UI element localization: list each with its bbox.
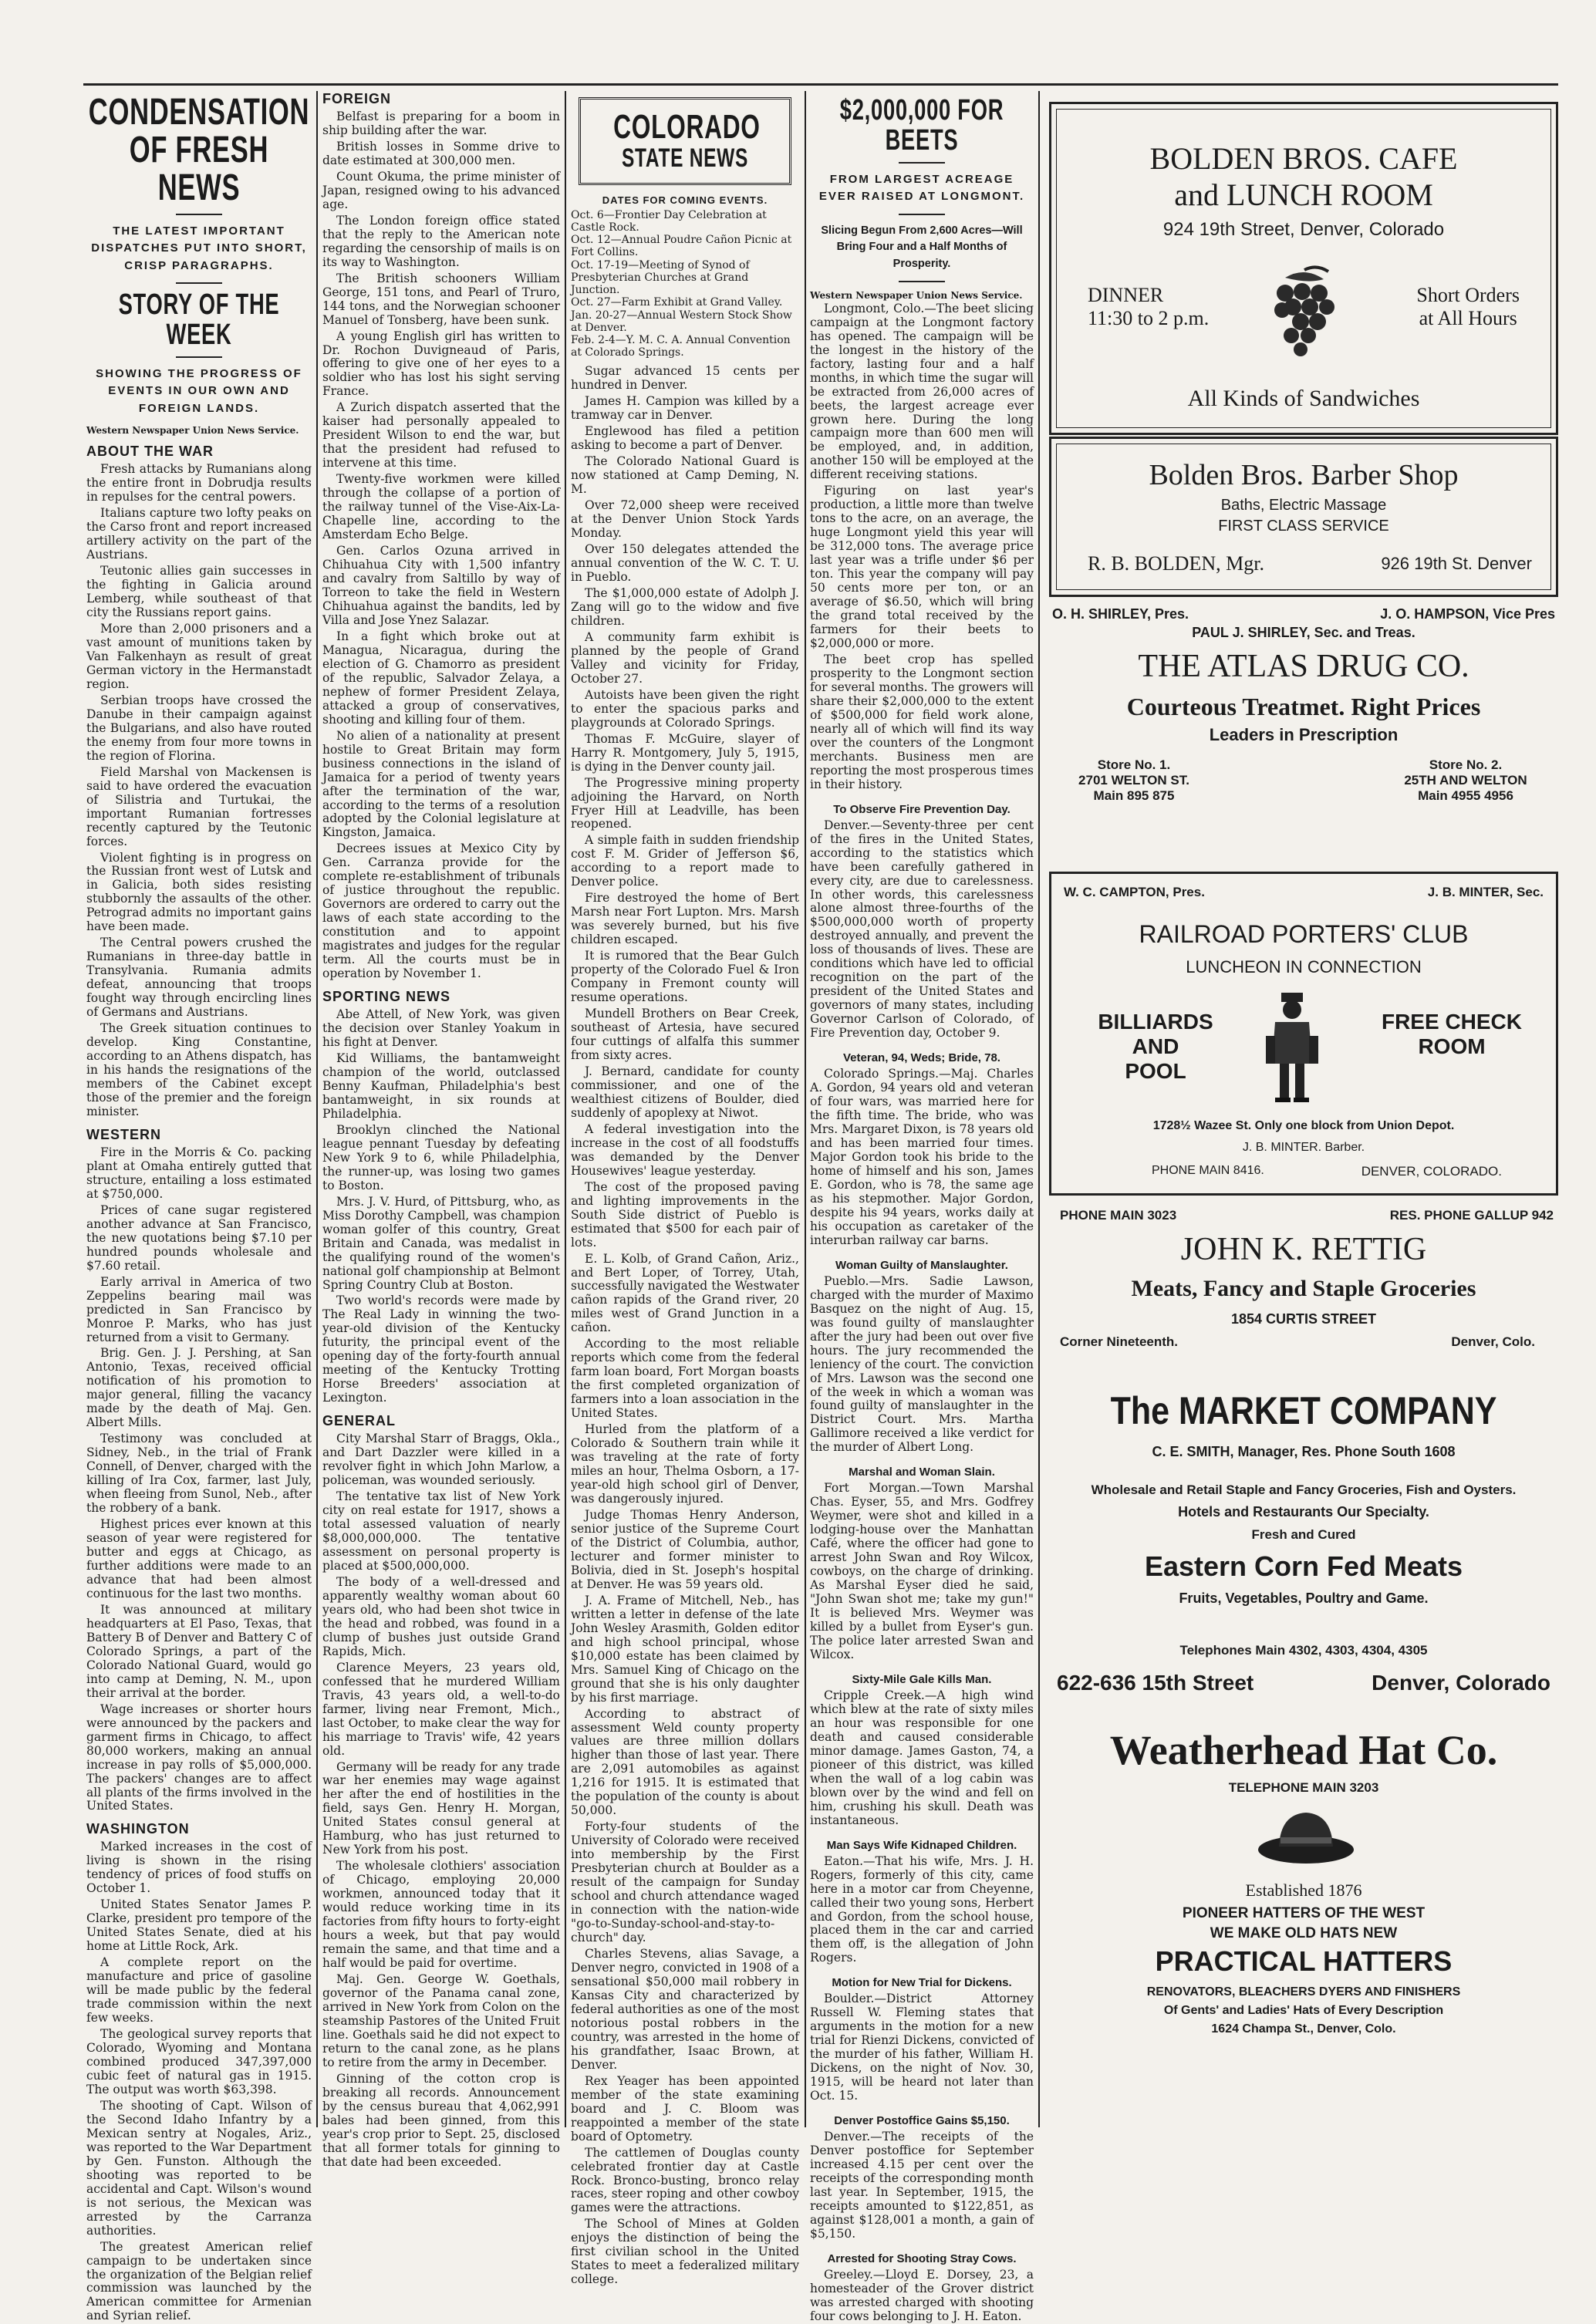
ad-bolden-barber xyxy=(1049,437,1558,597)
news-paragraph: Decrees issues at Mexico City by Gen. Carranza provide for the complete re-establishment of tribunals of justice throughout the republic. Governors are ordered to carry out the laws of each state according to the constitution and to appoint magistrates and judges for the regular term. All the courts must be in operation by November 1. xyxy=(322,842,560,981)
story-paragraph: Denver.—The receipts of the Denver postoffice for September increased 4.15 per cent over the receipts of the corresponding month last year. In September, 1915, the receipts amounted to $122,851, as against $128,001 a month, a gain of $5,150. xyxy=(810,2130,1034,2241)
news-paragraph: The geological survey reports that Colorado, Wyoming and Montana combined produced 347,397,000 cubic feet of natural gas in 1915. The output was worth $63,398. xyxy=(86,2027,312,2096)
news-paragraph: The cost of the proposed paving and lighting improvements in the South Side district of Pueblo is estimated that $500 for each pair of lots. xyxy=(571,1179,799,1250)
news-paragraph: Longmont, Colo.—The beet slicing campaign at the Longmont factory has opened. The campaign will be the longest in the history of the factory, lasting four and a half months, in which time the sugar will be extracted from 26,000 acres of beets, the largest acreage ever grown here. During the long campaign more than 600 men will be employed, and, in addition, another 150 will be employed at the different receiving stations. xyxy=(810,301,1034,482)
check-label: FREE CHECK xyxy=(1381,1010,1522,1034)
section-heading: WASHINGTON xyxy=(86,1821,190,1837)
cafe-name-2: and LUNCH ROOM xyxy=(1174,177,1433,212)
cafe-short-orders xyxy=(1416,284,1520,330)
divider xyxy=(176,214,222,215)
news-paragraph: Judge Thomas Henry Anderson, senior justice of the Supreme Court of the District of Columbia, author, lecturer and former minister to Bolivia, died in St. Joseph's hospital at Denver. He was 59 years old. xyxy=(571,1507,799,1591)
news-paragraph: A complete report on the manufacture and price of gasoline will be made public by the federal trade commission within the next few weeks. xyxy=(86,1955,312,2025)
news-paragraph: It is rumored that the Bear Gulch property of the Colorado Fuel & Iron Company in Fremont county will resume operations. xyxy=(571,949,799,1005)
news-paragraph: The Central powers crushed the Rumanians in three-day battle in Transylvania. Rumania admits defeat, announcing that troops fought way through encircling lines of Germans and Austrians. xyxy=(86,936,312,1020)
headline-beets: $2,000,000 FOR BEETS xyxy=(839,94,1004,157)
section-body xyxy=(322,110,560,981)
news-paragraph: Maj. Gen. George W. Goethals, governor of the Panama canal zone, arrived in New York from Colon on the steamship Pastores of the United Fruit line. Goethals said he did not expect to return to the canal zone, as he plans to retire from the army in December. xyxy=(322,1972,560,2069)
market-telephones: Telephones Main 4302, 4303, 4304, 4305 xyxy=(1179,1643,1428,1658)
news-paragraph: Over 150 delegates attended the annual convention of the W. C. T. U. in Pueblo. xyxy=(571,542,799,584)
news-paragraph: J. A. Frame of Mitchell, Neb., has written a letter in defense of the late John Wesley Arasmith, Golden editor and high school principal, whose $10,000 estate has been claimed by Mrs. Samuel King of Chicago on the ground that she is his only daughter by his first marriage. xyxy=(571,1593,799,1705)
news-paragraph: Fire destroyed the home of Bert Marsh near Fort Lupton. Mrs. Marsh was severely burned, but his five children escaped. xyxy=(571,891,799,947)
news-paragraph: Charles Stevens, alias Savage, a Denver negro, convicted in 1908 of a sensational $50,000 mail robbery in Kansas City and characterized by federal authorities as one of the most notorious postal robbers in the country, was arrested in the home of his grandfather, Isaac Brown, at Denver. xyxy=(571,1947,799,2072)
hat-line-5: Of Gents' and Ladies' Hats of Every Description xyxy=(1163,2004,1444,2017)
news-paragraph: The shooting of Capt. Wilson of the Second Idaho Infantry by a Mexican sentry at Nogales, Ariz., was reported to the War Department by Gen. Funston. Although the shooting was reported to be accidental and Capt. Wilson's wound is not serious, the Mexican was arrested by the Carranza authorities. xyxy=(86,2098,312,2238)
billiards-label: BILLIARDS AND xyxy=(1098,1010,1213,1058)
ad-weatherhead-hat xyxy=(1049,1726,1558,2127)
colorado-state-news-box xyxy=(579,97,791,185)
column-3 xyxy=(571,91,799,2287)
drug-store-2 xyxy=(1381,757,1550,804)
wire-credit: Western Newspaper Union News Service. xyxy=(86,425,299,437)
news-paragraph: City Marshal Starr of Braggs, Okla., and Dart Dazzler were killed in a revolver fight in which John Marlow, a policeman, was wounded seriously. xyxy=(322,1432,560,1488)
news-paragraph: E. L. Kolb, of Grand Cañon, Ariz., and Bert Loper, of Torrey, Utah, successfully navigated the Westwater cañon rapids of the Grand river, 20 miles west of Grand Junction in a cañon. xyxy=(571,1251,799,1335)
story-heading: Denver Postoffice Gains $5,150. xyxy=(834,2114,1010,2128)
store-1-address: 2701 WELTON ST. xyxy=(1078,773,1189,788)
porters-billiards xyxy=(1075,1010,1237,1084)
news-paragraph: No alien of a nationality at present hostile to Great Britain may form business connections in the island of Jamaica for a period of twenty years after the termination of the war, according to the terms of a resolution adopted by the Colonial legislature at Kingston, Jamaica. xyxy=(322,728,560,840)
rettig-tagline: Meats, Fancy and Staple Groceries xyxy=(1131,1276,1476,1301)
deck: SHOWING THE PROGRESS OF EVENTS IN OUR OWN AND FOREIGN LANDS. xyxy=(96,366,302,415)
wire-credit: Western Newspaper Union News Service. xyxy=(810,289,1023,301)
hat-line-6: 1624 Champa St., Denver, Colo. xyxy=(1211,2022,1396,2036)
news-paragraph: The cattlemen of Douglas county celebrated frontier day at Castle Rock. Bronco-busting, bronco relay races, steer roping and other cowboy games were the attractions. xyxy=(571,2145,799,2215)
news-paragraph: Englewood has filed a petition asking to become a part of Denver. xyxy=(571,424,799,453)
divider xyxy=(899,162,945,164)
news-paragraph: Ginning of the cotton crop is breaking all records. Announcement by the census bureau that 4,062,991 bales had been ginned, from this year's crop prior to Sept. 25, disclosed that all former totals for ginning to that date had been exceeded. xyxy=(322,2071,560,2169)
news-paragraph: Sugar advanced 15 cents per hundred in Denver. xyxy=(571,364,799,393)
divider xyxy=(899,214,945,215)
grapes-icon xyxy=(1262,262,1347,370)
market-city: Denver, Colorado xyxy=(1372,1671,1550,1695)
story-heading: Marshal and Woman Slain. xyxy=(849,1466,995,1479)
event-date: Oct. 6—Frontier Day Celebration at Castle Rock. xyxy=(571,208,767,234)
porters-name: RAILROAD PORTERS' CLUB xyxy=(1139,920,1469,948)
story-paragraph: Boulder.—District Attorney Russell W. Fleming states that arguments in the motion for a new trial for Rienzi Dickens, convicted of the murder of his father, William H. Dickens, on the night of Nov. 30, 1915, will be heard not later than Oct. 15. xyxy=(810,1992,1034,2103)
news-paragraph: The wholesale clothiers' association of Chicago, employing 20,000 workmen, announced today that it would reduce working time in its factories from fifty hours to forty-eight hours a week, but that pay would remain the same, and that time and a half would be paid for overtime. xyxy=(322,1859,560,1971)
market-line-4: Eastern Corn Fed Meats xyxy=(1144,1550,1463,1582)
news-paragraph: Gen. Carlos Ozuna arrived in Chihuahua City with 1,500 infantry and cavalry from Saltillo by way of Torreon to take the field in Western Chihuahua against the bandits, led by Villa and Jose Ynez Salazar. xyxy=(322,544,560,627)
rettig-address: 1854 CURTIS STREET xyxy=(1230,1311,1377,1327)
news-paragraph: British losses in Somme drive to date estimated at 300,000 men. xyxy=(322,139,560,167)
section-heading: ABOUT THE WAR xyxy=(86,444,214,460)
coming-events-list xyxy=(571,209,799,359)
news-paragraph: Autoists have been given the right to enter the spacious parks and playgrounds at Colorado Springs. xyxy=(571,687,799,730)
news-paragraph: United States Senator James P. Clarke, president pro tempore of the United States Senate, died at his home at Little Rock, Ark. xyxy=(86,1897,312,1954)
hat-icon xyxy=(1256,1806,1356,1867)
drug-tagline: Courteous Treatmet. Right Prices xyxy=(1126,693,1481,720)
divider xyxy=(899,281,945,282)
porters-phone: PHONE MAIN 8416. xyxy=(1152,1164,1264,1177)
drug-vice-president: J. O. HAMPSON, Vice Pres xyxy=(1380,606,1555,622)
news-paragraph: The Colorado National Guard is now stationed at Camp Deming, N. M. xyxy=(571,454,799,497)
porters-address: 1728½ Wazee St. Only one block from Union Depot. xyxy=(1152,1119,1455,1132)
hat-name: Weatherhead Hat Co. xyxy=(1109,1727,1498,1773)
news-paragraph: The Progressive mining property adjoining the Harvard, on North Fryer Hill at Leadville, has been reopened. xyxy=(571,775,799,831)
story-paragraph: Fort Morgan.—Town Marshal Chas. Eyser, 55, and Mrs. Godfrey Weymer, were shot and killed in a lodging-house over the Manhattan Café, where the officer had gone to arrest John Swan and Roy Wilcox, cowboys, on the charge of drinking. As Marshal Eyser died he said, "John Swan shot me; take my gun!" It is believed Mrs. Weymer was killed by a bullet from Eyser's gun. The police later arrested Swan and Wilcox. xyxy=(810,1481,1034,1661)
hat-telephone: TELEPHONE MAIN 3203 xyxy=(1228,1780,1379,1795)
news-paragraph: Clarence Meyers, 23 years old, confessed that he murdered William Travis, 43 years old, a well-to-do farmer, living near Fremont, Mich., last October, to make clear the way for his marriage to Travis' wife, 42 years old. xyxy=(322,1660,560,1758)
cafe-short-label: Short Orders xyxy=(1416,284,1520,306)
coming-events-heading: DATES FOR COMING EVENTS. xyxy=(602,194,768,206)
news-paragraph: Over 72,000 sheep were received at the Denver Union Stock Yards Monday. xyxy=(571,498,799,541)
column-2 xyxy=(322,91,560,2169)
news-paragraph: Thomas F. McGuire, slayer of Harry R. Montgomery, July 5, 1915, is dying in the Denver county jail. xyxy=(571,731,799,774)
event-date: Oct. 17-19—Meeting of Synod of Presbyterian Churches at Grand Junction. xyxy=(571,258,750,297)
story-heading: To Observe Fire Prevention Day. xyxy=(833,802,1011,816)
section-heading: SPORTING NEWS xyxy=(322,989,451,1005)
hat-line-3: PRACTICAL HATTERS xyxy=(1155,1945,1453,1977)
news-paragraph: Mrs. J. V. Hurd, of Pittsburg, who, as Miss Dorothy Campbell, was champion woman golfer of this country, Great Britain and Canada, was medalist in the qualifying round of the women's national golf championship at Belmont Spring Country Club at Boston. xyxy=(322,1194,560,1292)
news-paragraph: The $1,000,000 estate of Adolph J. Zang will go to the widow and five children. xyxy=(571,585,799,628)
ad-market-company xyxy=(1049,1388,1558,1743)
news-paragraph: Early arrival in America of two Zeppelins bearing mail was predicted in San Francisco by Monroe P. Marks, who has just returned from a visit to Germany. xyxy=(86,1274,312,1344)
news-paragraph: Mundell Brothers on Bear Creek, southeast of Artesia, have secured four cuttings of alfalfa this summer from sixty acres. xyxy=(571,1007,799,1062)
news-paragraph: Teutonic allies gain successes in the fighting in Galicia around Lemberg, while southeast of that city the Russians report gains. xyxy=(86,564,312,620)
drug-tagline-2: Leaders in Prescription xyxy=(1209,725,1399,744)
news-paragraph: Wage increases or shorter hours were announced by the packers and garment firms in Chicago, to affect 80,000 workers, making an annual increase in pay rolls of $5,000,000. The packers' changes are to affect all plants of the firms involved in the United States. xyxy=(86,1702,312,1813)
deck: FROM LARGEST ACREAGE EVER RAISED AT LONGMONT. xyxy=(818,172,1025,203)
news-paragraph: Belfast is preparing for a boom in ship building after the war. xyxy=(322,110,560,137)
story-paragraph: Denver.—Seventy-three per cent of the fires in the United States, according to the statistics which have been carefully gathered in every city, are due to carelessness. In other words, this carelessness alone almost three-fourths of the $500,000,000 worth of property destroyed annually, and prevent the loss of thousands of lives. These are conditions which have led to official recognition on the part of the president of the United States and governors of many states, including Governor Carlson of Colorado, of Fire Prevention day, October 9. xyxy=(810,818,1034,1041)
cafe-name: BOLDEN BROS. CAFE xyxy=(1149,141,1458,176)
news-paragraph: The greatest American relief campaign to be undertaken since the organization of the Belgian relief commission was launched by the American committee for Armenian and Syrian relief. xyxy=(86,2239,312,2323)
cafe-dinner-hours: 11:30 to 2 p.m. xyxy=(1088,307,1210,329)
barber-name: Bolden Bros. Barber Shop xyxy=(1149,459,1459,491)
section-body xyxy=(86,463,312,1119)
section-heading: GENERAL xyxy=(322,1413,396,1429)
hat-line-4: RENOVATORS, BLEACHERS DYERS AND FINISHERS xyxy=(1146,1985,1461,1999)
news-paragraph: The beet crop has spelled prosperity to the Longmont section for several months. The growers will share their $2,000,000 to the extent of $500,000 for field work alone, nearly all of which will find its way over the counters of the Longmont merchants. Business men are reporting the most prosperous times in their history. xyxy=(810,652,1034,791)
hat-established: Established 1876 xyxy=(1245,1880,1362,1900)
news-paragraph: The British schooners William George, 151 tons, and Pearl of Truro, 144 tons, and the Norwegian schooner Manuel of Tonsberg, have been sunk. xyxy=(322,271,560,327)
news-paragraph: Brooklyn clinched the National league pennant Tuesday by defeating New York 9 to 6, while Philadelphia, the runner-up, was losing two games to Boston. xyxy=(322,1122,560,1192)
event-date: Feb. 2-4—Y. M. C. A. Annual Convention at Colorado Springs. xyxy=(571,333,791,359)
rettig-name: JOHN K. RETTIG xyxy=(1180,1232,1427,1267)
section-body xyxy=(322,1008,560,1405)
news-paragraph: A simple faith in sudden friendship cost F. M. Grider of Jefferson $6, according to a report made to Denver police. xyxy=(571,833,799,889)
market-address: 622-636 15th Street xyxy=(1057,1671,1254,1695)
section-body xyxy=(810,302,1034,792)
divider xyxy=(176,356,222,358)
barber-services: Baths, Electric Massage xyxy=(1220,497,1387,514)
news-paragraph: The tentative tax list of New York city on real estate for 1917, shows a total assessed valuation of nearly $8,000,000,000. The tentative assessment on personal property is placed at $500,000,000. xyxy=(322,1489,560,1573)
headline-story-of-the-week: STORY OF THE WEEK xyxy=(118,288,280,352)
story-paragraph: Colorado Springs.—Maj. Charles A. Gordon, 94 years old and veteran of four wars, was married here for the fifth time. The bride, who was Mrs. Margaret Dixon, is 78 years old and has been married four times. Major Gordon took his bride to the home of himself and his son, James E. Gordon, who is 78, the same age as his stepmother. Major Gordon, despite his 94 years, works daily at his occupation as caretaker of the interurban railway car barns. xyxy=(810,1067,1034,1247)
news-paragraph: The Greek situation continues to develop. King Constantine, according to an Athens dispatch, has in his hands the resignations of the members of the Cabinet except those of the premier and the foreign minister. xyxy=(86,1021,312,1118)
news-paragraph: Testimony was concluded at Sidney, Neb., in the trial of Frank Connell, of Denver, charged with the killing of Ira Cox, farmer, last July, when fleeing from Sunol, Neb., after the robbery of a bank. xyxy=(86,1432,312,1516)
barber-manager: R. B. BOLDEN, Mgr. xyxy=(1088,552,1264,575)
ad-bolden-cafe xyxy=(1049,102,1558,435)
store-2-address: 25TH AND WELTON xyxy=(1404,773,1527,788)
market-manager: C. E. SMITH, Manager, Res. Phone South 1608 xyxy=(1152,1444,1456,1459)
top-rule xyxy=(83,83,1558,86)
column-4 xyxy=(810,91,1034,2323)
store-1-phone: Main 895 875 xyxy=(1093,788,1175,803)
market-line-1: Wholesale and Retail Staple and Fancy Groceries, Fish and Oysters. xyxy=(1091,1482,1517,1497)
news-paragraph: The body of a well-dressed and apparently wealthy woman about 60 years old, who had been shot twice in the head and robbed, was found in a clump of bushes just outside Grand Rapids, Mich. xyxy=(322,1574,560,1658)
porters-president: W. C. CAMPTON, Pres. xyxy=(1064,885,1205,899)
news-paragraph: Figuring on last year's production, a little more than twelve tons to the acre, on an average, the huge Longmont yield this year will be 312,000 tons. The average price last year was a trifle under $6 per ton. This year the company will pay 50 cents more per ton, or an average of $6.50, which will bring the grand total received by the farmers for their beets to $2,000,000 or more. xyxy=(810,484,1034,650)
store-1-label: Store No. 1. xyxy=(1097,757,1171,772)
story-heading: Motion for New Trial for Dickens. xyxy=(832,1976,1012,1990)
news-paragraph: The School of Mines at Golden enjoys the distinction of being the first civilian school in the United States to meet a federalized military college. xyxy=(571,2217,799,2287)
event-date: Oct. 12—Annual Poudre Cañon Picnic at Fort Collins. xyxy=(571,234,792,259)
rettig-corner: Corner Nineteenth. xyxy=(1060,1334,1179,1349)
column-rule xyxy=(1038,91,1040,2127)
divider xyxy=(176,282,222,284)
pool-label: POOL xyxy=(1125,1059,1186,1083)
porters-city: DENVER, COLORADO. xyxy=(1361,1164,1502,1179)
hat-line-1: PIONEER HATTERS OF THE WEST xyxy=(1182,1905,1426,1921)
store-2-label: Store No. 2. xyxy=(1429,757,1503,772)
cafe-dinner-label: DINNER xyxy=(1088,284,1164,306)
news-paragraph: In a fight which broke out at Managua, Nicaragua, during the election of G. Chamorro as president of the republic, Salvador Zelaya, a nephew of former President Zelaya, attacked a group of conservatives, shooting and killing four of them. xyxy=(322,629,560,727)
porters-sub: LUNCHEON IN CONNECTION xyxy=(1186,957,1422,976)
drug-secretary: PAUL J. SHIRLEY, Sec. and Treas. xyxy=(1192,625,1415,640)
news-paragraph: Marked increases in the cost of living is shown in the rising tendency of prices of food stuffs on October 1. xyxy=(86,1840,312,1896)
news-paragraph: According to abstract of assessment Weld county property values are three million dollars higher than those of last year. There are 2,091 automobiles as against 1,216 for 1915. It is estimated that the population of the county is about 50,000. xyxy=(571,1706,799,1818)
cafe-address: 924 19th Street, Denver, Colorado xyxy=(1162,219,1445,240)
event-date: Oct. 27—Farm Exhibit at Grand Valley. xyxy=(571,296,783,309)
drug-name: THE ATLAS DRUG CO. xyxy=(1138,649,1469,684)
cafe-dinner xyxy=(1088,284,1209,330)
market-line-5: Fruits, Vegetables, Poultry and Game. xyxy=(1179,1590,1429,1606)
news-paragraph: Highest prices ever known at this season of year were registered for butter and eggs at Chicago, as further additions were made to an advance that had been almost continuous for the last two months. xyxy=(86,1517,312,1600)
news-paragraph: Violent fighting is in progress on the Russian front west of Lutsk and in Galicia, both sides resisting stubbornly the assaults of the other. Petrograd admits no important gains have been made. xyxy=(86,850,312,934)
rettig-phone: PHONE MAIN 3023 xyxy=(1060,1208,1177,1223)
drug-store-1 xyxy=(1057,757,1211,804)
story-paragraph: Cripple Creek.—A high wind which blew at the rate of sixty miles an hour was responsible for one death and caused considerable minor damage. James Gaston, 74, a pioneer of this district, was killed when the wall of a log cabin was blown over by the wind and fell on him, crushing his skull. Death was instantaneous. xyxy=(810,1688,1034,1827)
news-paragraph: Fresh attacks by Rumanians along the entire front in Dobrudja results in repulses for the central powers. xyxy=(86,462,312,504)
drug-president: O. H. SHIRLEY, Pres. xyxy=(1052,606,1189,622)
porter-figure-icon xyxy=(1254,990,1331,1105)
story-heading: Woman Guilty of Manslaughter. xyxy=(835,1258,1008,1272)
section-body xyxy=(86,1146,312,1814)
news-paragraph: Count Okuma, the prime minister of Japan, resigned owing to his advanced age. xyxy=(322,169,560,211)
box-title: STATE NEWS xyxy=(621,143,749,173)
cafe-sandwiches: All Kinds of Sandwiches xyxy=(1187,386,1420,411)
section-body xyxy=(322,1432,560,2169)
news-paragraph: A community farm exhibit is planned by the people of Grand Valley and vicinity for Friday, October 27. xyxy=(571,629,799,686)
news-paragraph: Kid Williams, the bantamweight champion of the world, outclassed Benny Kaufman, Philadelphia's best bantamweight, in six rounds at Philadelphia. xyxy=(322,1051,560,1121)
store-2-phone: Main 4955 4956 xyxy=(1418,788,1513,803)
news-paragraph: Two world's records were made by The Real Lady in winning the two-year-old division of the Kentucky futurity, the principal event of the opening day of the forty-fourth annual meeting of the Kentucky Trotting Horse Breeders' association at Lexington. xyxy=(322,1294,560,1405)
news-paragraph: Serbian troops have crossed the Danube in their campaign against the Bulgarians, and also have routed the enemy from four more towns in the region of Florina. xyxy=(86,693,312,763)
news-paragraph: Forty-four students of the University of Colorado were received into membership by the First Presbyterian church at Boulder as a result of the campaign for Sunday school and church attendance waged in connection with the nation-wide "go-to-Sunday-school-and-stay-to-church" day. xyxy=(571,1820,799,1945)
headline-condensation: CONDENSATION OF FRESH NEWS xyxy=(88,92,310,208)
box-title: COLORADO xyxy=(613,108,761,146)
column-rule xyxy=(565,91,566,2127)
news-paragraph: Hurled from the platform of a Colorado & Southern train while it was traveling at the rate of forty miles an hour, Thelma Osborn, a 17-year-old high school girl of Denver, was dangerously injured. xyxy=(571,1422,799,1506)
news-paragraph: Abe Attell, of New York, was given the decision over Stanley Yoakum in his fight at Denver. xyxy=(322,1007,560,1050)
event-date: Jan. 20-27—Annual Western Stock Show at Denver. xyxy=(571,309,792,334)
coming-events xyxy=(571,194,799,359)
news-paragraph: Italians capture two lofty peaks on the Carso front and report increased artillery activity on the part of the Austrians. xyxy=(86,506,312,562)
story-paragraph: Greeley.—Lloyd E. Dorsey, 23, a homesteader of the Grover district was arrested charged with shooting four cows belonging to J. H. Eaton. xyxy=(810,2267,1034,2323)
column-rule xyxy=(316,91,318,2127)
news-paragraph: James H. Campion was killed by a tramway car in Denver. xyxy=(571,394,799,423)
story-heading: Arrested for Shooting Stray Cows. xyxy=(827,2251,1017,2265)
rettig-city: Denver, Colo. xyxy=(1451,1334,1535,1349)
story-paragraph: Eaton.—That his wife, Mrs. J. H. Rogers, formerly of this city, came here in a motor car from Cheyenne, called their two young sons, Herbert and Gordon, from the school house, placed them in the car and carried them off, is the allegation of John Rogers. xyxy=(810,1853,1034,1965)
news-paragraph: According to the most reliable reports which come from the federal farm loan board, Fort Morgan boasts the first completed organization of farmers into a loan association in the United States. xyxy=(571,1337,799,1421)
news-paragraph: Rex Yeager has been appointed member of the state examining board and J. C. Bloom was reappointed a member of the state board of Optometry. xyxy=(571,2073,799,2144)
section-heading: WESTERN xyxy=(86,1126,161,1142)
rettig-res-phone: RES. PHONE GALLUP 942 xyxy=(1389,1208,1554,1223)
subdeck: Slicing Begun From 2,600 Acres—Will Bring Four and a Half Months of Prosperity. xyxy=(821,224,1023,270)
news-paragraph: Prices of cane sugar registered another advance at San Francisco, the new quotations being $7.10 per hundred pounds wholesale and $7.60 retail. xyxy=(86,1202,312,1273)
story-heading: Man Says Wife Kidnaped Children. xyxy=(826,1838,1017,1852)
room-label: ROOM xyxy=(1418,1034,1486,1058)
news-paragraph: Germany will be ready for any trade war her enemies may wage against her after the end of hostilities in the field, says Gen. Henry H. Morgan, United States consul general at Hamburg, who has just returned to New York from his post. xyxy=(322,1759,560,1857)
news-paragraph: Twenty-five workmen were killed through the collapse of a portion of the railway tunnel of the Vise-Aix-La-Chapelle line, according to the Amsterdam Echo Belge. xyxy=(322,472,560,542)
news-paragraph: A federal investigation into the increase in the cost of all foodstuffs was demanded by the Denver Housewives' league yesterday. xyxy=(571,1122,799,1178)
story-paragraph: Pueblo.—Mrs. Sadie Lawson, charged with the murder of Maximo Basquez on the night of Aug. 15, was found guilty of manslaughter after the jury had been out over five hours. The jury recommended the leniency of the court. The conviction of Mrs. Lawson was the second one of the week in which a woman was found guilty of manslaughter in the District Court. Mrs. Martha Gallimore received a like verdict for the murder of Albert Long. xyxy=(810,1273,1034,1455)
barber-address: 926 19th St. Denver xyxy=(1381,554,1532,573)
section-heading: FOREIGN xyxy=(322,91,392,106)
porters-secretary: J. B. MINTER, Sec. xyxy=(1427,885,1544,899)
news-paragraph: Brig. Gen. J. J. Pershing, at San Antonio, Texas, received official notification of his promotion to major general, filling the vacancy made by the death of Maj. Gen. Albert Mills. xyxy=(86,1346,312,1430)
section-body xyxy=(571,365,799,2287)
porters-barber: J. B. MINTER. Barber. xyxy=(1242,1141,1365,1154)
section-body xyxy=(86,1840,312,2323)
news-paragraph: A Zurich dispatch asserted that the kaiser had personally appealed to President Wilson to end the war, but that the president had refused to intervene at this time. xyxy=(322,400,560,471)
story-heading: Sixty-Mile Gale Kills Man. xyxy=(852,1672,992,1686)
hat-line-2: WE MAKE OLD HATS NEW xyxy=(1210,1925,1398,1941)
news-paragraph: The London foreign office stated that the reply to the American note regarding the censorship of mails is on its way to Washington. xyxy=(322,213,560,269)
news-paragraph: More than 2,000 prisoners and a vast amount of munitions taken by Van Falkenhayn as result of great German victory in the Hermanstadt region. xyxy=(86,622,312,691)
market-line-2: Hotels and Restaurants Our Specialty. xyxy=(1178,1504,1429,1520)
column-rule xyxy=(805,91,806,2127)
market-line-3: Fresh and Cured xyxy=(1251,1527,1356,1542)
news-paragraph: A young English girl has written to Dr. Rochon Duvigneaud of Paris, offering to give one of her eyes to a soldier who has lost his sight serving France. xyxy=(322,329,560,399)
porters-check-room xyxy=(1371,1010,1533,1059)
cafe-short-hours: at All Hours xyxy=(1419,307,1517,329)
news-paragraph: Fire in the Morris & Co. packing plant at Omaha entirely gutted that structure, entailing a loss estimated at $750,000. xyxy=(86,1145,312,1201)
news-paragraph: Field Marshal von Mackensen is said to have ordered the evacuation of Silistria and Turtukai, the important Rumanian fortresses recently captured by the Teutonic forces. xyxy=(86,764,312,848)
deck: THE LATEST IMPORTANT DISPATCHES PUT INTO SHORT, CRISP PARAGRAPHS. xyxy=(91,224,307,272)
ad-rettig xyxy=(1049,1208,1558,1374)
ad-atlas-drug xyxy=(1049,606,1558,865)
column-1 xyxy=(86,91,312,2323)
market-name: The MARKET COMPANY xyxy=(1110,1389,1497,1432)
ad-railroad-porters xyxy=(1049,872,1558,1196)
barber-service-quality: FIRST CLASS SERVICE xyxy=(1218,518,1389,535)
story-heading: Veteran, 94, Weds; Bride, 78. xyxy=(843,1051,1000,1065)
news-paragraph: It was announced at military headquarters at El Paso, Texas, that Battery B of Denver and Battery C of Colorado Springs, a part of the Colorado National Guard, would go into camp at Deming, N. M., upon their arrival at the border. xyxy=(86,1602,312,1700)
news-paragraph: J. Bernard, candidate for county commissioner, and one of the wealthiest citizens of Boulder, died suddenly of apoplexy at Niwot. xyxy=(571,1064,799,1120)
